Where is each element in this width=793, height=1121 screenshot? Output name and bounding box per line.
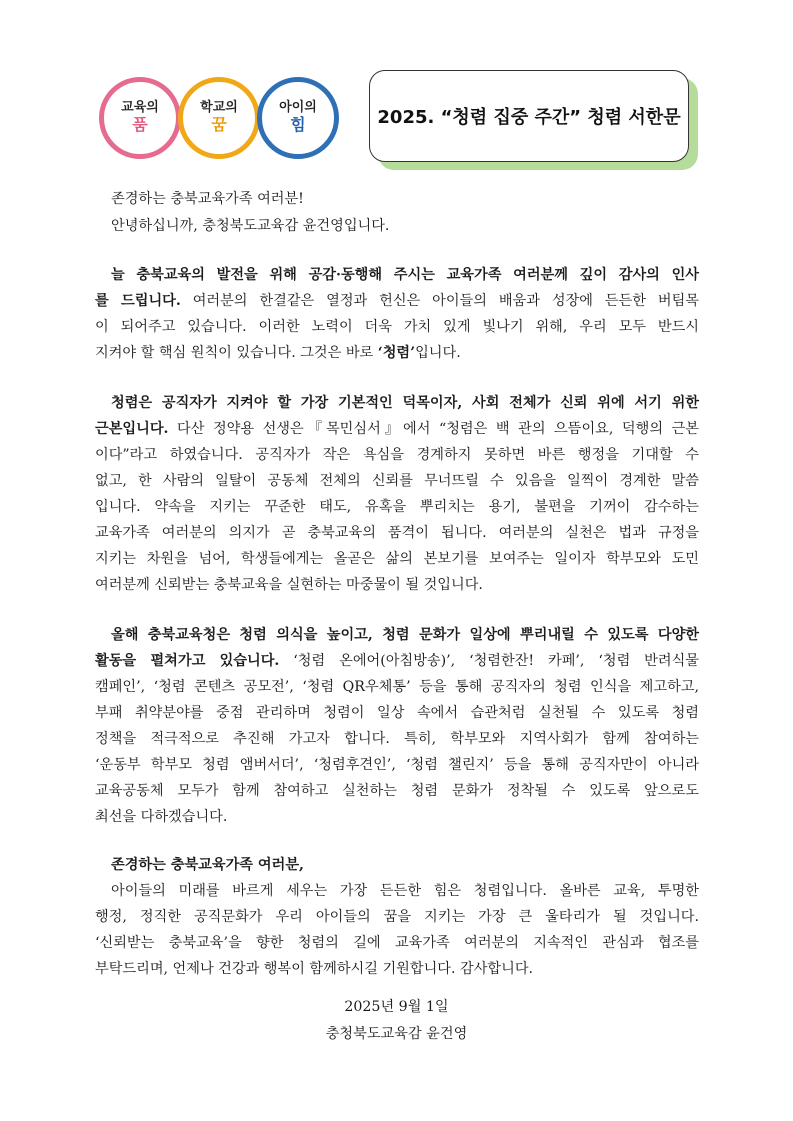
p1-line-4-a: 지켜야 할 핵심 원칙이 있습니다. 그것은 바로 bbox=[95, 345, 378, 361]
logo-badge-top-text: 학교의 bbox=[200, 100, 238, 116]
p4-line-3: 행정, 정직한 공직문화가 우리 아이들의 꿈을 지키는 가장 큰 울타리가 될 것입니다. bbox=[95, 909, 699, 925]
greeting-line-1: 존경하는 충북교육가족 여러분! bbox=[111, 191, 304, 207]
greeting-line-2: 안녕하십니까, 충청북도교육감 윤건영입니다. bbox=[111, 218, 390, 234]
logo-badge-him bbox=[257, 77, 339, 159]
document-title-text: 2025. “청렴 집중 주간” 청렴 서한문 bbox=[377, 107, 681, 128]
p2-line-2-bold: 근본입니다. bbox=[95, 421, 169, 437]
p2-line-4: 없고, 한 사람의 일탈이 공동체 전체의 신뢰를 무너뜨릴 수 있음을 일찍이 경계한 말씀 bbox=[95, 473, 699, 489]
logo-badge-kkum bbox=[178, 77, 260, 159]
closing-signer: 충청북도교육감 윤건영 bbox=[325, 1026, 468, 1042]
p1-line-4-bold: ‘청렴’ bbox=[377, 345, 416, 361]
p1-line-3: 이 되어주고 있습니다. 이러한 노력이 더욱 가치 있게 빛나기 위해, 우리 모두 반드시 bbox=[95, 319, 699, 335]
p4-line-5: 부탁드리며, 언제나 건강과 행복이 함께하시길 기원합니다. 감사합니다. bbox=[95, 961, 534, 977]
logo-badge-top-text: 교육의 bbox=[121, 100, 159, 116]
p2-line-2-rest: 다산 정약용 선생은『목민심서』에서 “청렴은 백 관의 으뜸이요, 덕행의 근본 bbox=[168, 421, 699, 437]
p3-line-2-rest: ‘청렴 온에어(아침방송)’, ‘청렴한잔! 카페’, ‘청렴 반려식물 bbox=[279, 653, 700, 669]
p1-line-4-c: 입니다. bbox=[415, 345, 461, 361]
p3-line-6: ‘운동부 학부모 청렴 앰버서더’, ‘청렴후견인’, ‘청렴 챌린지’ 등을 통해 공직자만이 아니라 bbox=[95, 757, 699, 773]
p3-line-4: 부패 취약분야를 중점 관리하며 청렴이 일상 속에서 습관처럼 실천될 수 있도록 청렴 bbox=[95, 705, 699, 721]
p1-line-4 bbox=[95, 346, 461, 360]
p3-line-8: 최선을 다하겠습니다. bbox=[95, 809, 228, 825]
p1-line-2-bold: 를 드립니다. bbox=[95, 293, 181, 309]
p1-line-2 bbox=[95, 294, 699, 308]
logo-badge-bottom-text: 힘 bbox=[290, 115, 306, 135]
logo-badge-pum bbox=[99, 77, 181, 159]
p2-line-6: 교육가족 여러분의 의지가 곧 충북교육의 품격이 됩니다. 여러분의 실천은 법과 규정을 bbox=[95, 525, 699, 541]
document-title bbox=[369, 70, 689, 162]
p2-line-1: 청렴은 공직자가 지켜야 할 가장 기본적인 덕목이자, 사회 전체가 신뢰 위에 서기 위한 bbox=[111, 395, 699, 411]
closing-date: 2025년 9월 1일 bbox=[344, 999, 449, 1015]
header bbox=[0, 0, 793, 180]
p4-line-4: ‘신뢰받는 충북교육’을 향한 청렴의 길에 교육가족 여러분의 지속적인 관심과 협조를 bbox=[95, 935, 699, 951]
logo-badge-bottom-text: 품 bbox=[132, 115, 148, 135]
p2-line-2 bbox=[95, 422, 699, 436]
p3-line-1: 올해 충북교육청은 청렴 의식을 높이고, 청렴 문화가 일상에 뿌리내릴 수 있도록 다양한 bbox=[111, 627, 699, 643]
p3-line-2-bold: 활동을 펼쳐가고 있습니다. bbox=[95, 653, 280, 669]
p2-line-3: 이다”라고 하였습니다. 공직자가 작은 욕심을 경계하지 못하면 바른 행정을 기대할 수 bbox=[95, 447, 699, 463]
p3-line-2 bbox=[95, 654, 699, 668]
p3-line-7: 교육공동체 모두가 함께 참여하고 실천하는 청렴 문화가 정착될 수 있도록 앞으로도 bbox=[95, 783, 699, 799]
p1-line-1: 늘 충북교육의 발전을 위해 공감·동행해 주시는 교육가족 여러분께 깊이 감사의 인사 bbox=[111, 267, 699, 283]
p2-line-5: 입니다. 약속을 지키는 꾸준한 태도, 유혹을 뿌리치는 용기, 불편을 기꺼이 감수하는 bbox=[95, 499, 699, 515]
p4-line-2: 아이들의 미래를 바르게 세우는 가장 든든한 힘은 청렴입니다. 올바른 교육, 투명한 bbox=[111, 883, 699, 899]
p3-line-5: 정책을 적극적으로 추진해 가고자 합니다. 특히, 학부모와 지역사회가 함께 참여하는 bbox=[95, 731, 699, 747]
p1-line-2-rest: 여러분의 한결같은 열정과 헌신은 아이들의 배움과 성장에 든든한 버팀목 bbox=[180, 293, 700, 309]
logo-badge-bottom-text: 꿈 bbox=[211, 115, 227, 135]
p2-line-8: 여러분께 신뢰받는 충북교육을 실현하는 마중물이 될 것입니다. bbox=[95, 577, 483, 593]
p2-line-7: 지키는 차원을 넘어, 학생들에게는 올곧은 삶의 본보기를 보여주는 일이자 학부모와 도민 bbox=[95, 551, 699, 567]
p4-line-1: 존경하는 충북교육가족 여러분, bbox=[111, 857, 304, 873]
p3-line-3: 캠페인’, ‘청렴 콘텐츠 공모전’, ‘청렴 QR우체통’ 등을 통해 공직자의 청렴 인식을 제고하고, bbox=[95, 679, 699, 695]
logo-badge-top-text: 아이의 bbox=[279, 100, 317, 116]
